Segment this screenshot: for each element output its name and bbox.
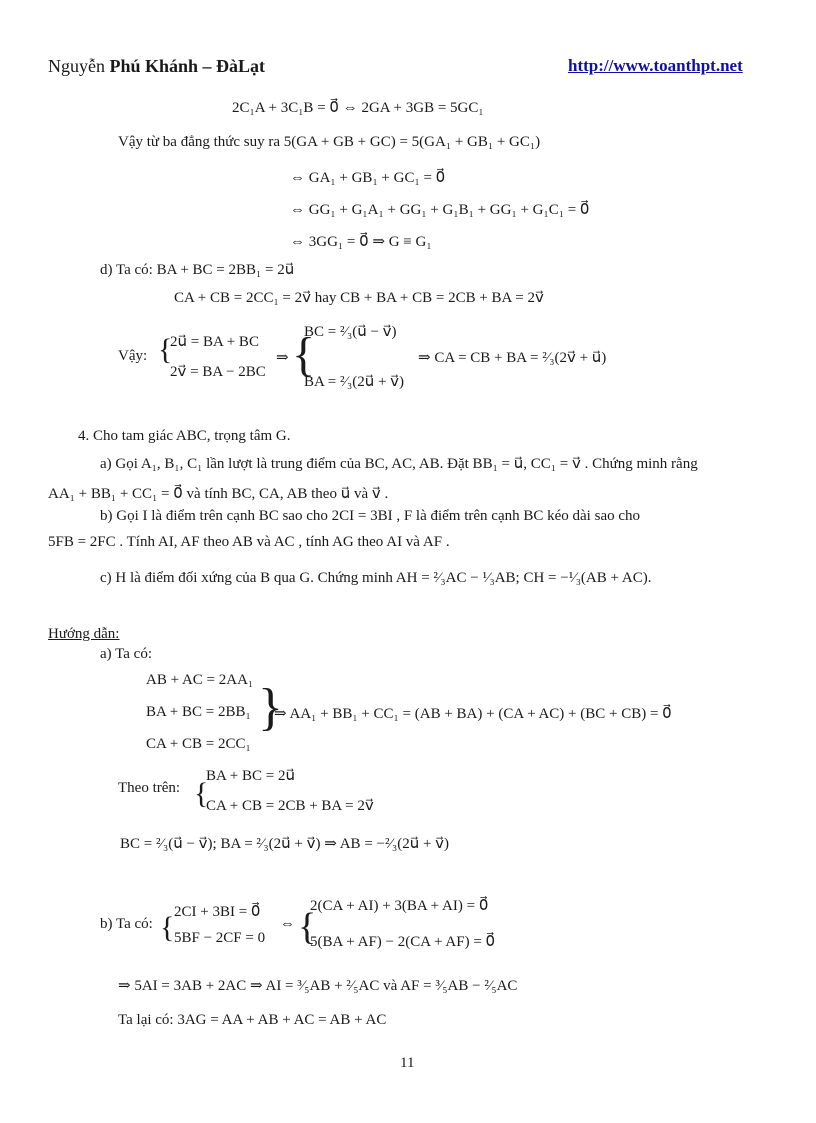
problem-4-heading: 4. Cho tam giác ABC, trọng tâm G. [78, 428, 291, 444]
system-row: 2u⃗ = BA + BC [170, 334, 259, 350]
page-number: 11 [400, 1055, 415, 1071]
guide-heading: Hướng dẫn: [48, 626, 120, 642]
left-brace: { [158, 333, 173, 366]
problem-text: 5FB = 2FC . Tính AI, AF theo AB và AC , tính AG theo AI và AF . [48, 534, 450, 550]
author-rest: Phú Khánh – ĐàLạt [105, 56, 266, 76]
problem-text: AA₁ + BB₁ + CC₁ = 0⃗ và tính BC, CA, AB theo u⃗ và v⃗ . [48, 486, 389, 502]
right-brace: } [258, 679, 283, 736]
equation-line: ⇔ GA₁ + GB₁ + GC₁ = 0⃗ [290, 170, 446, 186]
problem-text: a) Gọi A₁, B₁, C₁ lần lượt là trung điểm của BC, AC, AB. Đặt BB₁ = u⃗, CC₁ = v⃗ . Chứng minh rằng [100, 456, 698, 472]
system-row: 5BF − 2CF = 0 [174, 930, 266, 946]
equation-line: CA + CB = 2CC₁ = 2v⃗ hay CB + BA + CB = 2CB + BA = 2v⃗ [174, 290, 544, 306]
guide-part-label: b) Ta có: [100, 916, 153, 932]
equation-line: Vậy từ ba đẳng thức suy ra 5(GA + GB + GC) = 5(GA₁ + GB₁ + GC₁) [118, 134, 541, 150]
system-row: BC = ²⁄₃(u⃗ − v⃗) [304, 324, 397, 340]
guide-part-label: a) Ta có: [100, 646, 152, 662]
equation-line: ⇒ CA = CB + BA = ²⁄₃(2v⃗ + u⃗) [418, 350, 607, 366]
system-row: 5(BA + AF) − 2(CA + AF) = 0⃗ [310, 934, 496, 950]
equation-line: 2C₁A + 3C₁B = 0⃗ ⇔ 2GA + 3GB = 5GC₁ [232, 100, 484, 116]
left-brace: { [194, 777, 209, 810]
guide-part-label: Theo trên: [118, 780, 181, 796]
system-row: 2CI + 3BI = 0⃗ [174, 904, 261, 920]
system-row: BA + BC = 2u⃗ [206, 768, 295, 784]
equation-line: Ta lại có: 3AG = AA + AB + AC = AB + AC [118, 1012, 387, 1028]
website-link[interactable]: http://www.toanthpt.net [568, 56, 743, 75]
equation-line: ⇔ GG₁ + G₁A₁ + GG₁ + G₁B₁ + GG₁ + G₁C₁ = 0⃗ [290, 202, 590, 218]
implies-arrow: ⇒ [276, 350, 289, 366]
problem-text: c) H là điểm đối xứng của B qua G. Chứng minh AH = ²⁄₃AC − ¹⁄₃AB; CH = −¹⁄₃(AB + AC). [100, 570, 652, 586]
left-brace: { [298, 906, 317, 948]
system-row: 2(CA + AI) + 3(BA + AI) = 0⃗ [310, 898, 489, 914]
system-row: CA + CB = 2CB + BA = 2v⃗ [206, 798, 374, 814]
system-row: AB + AC = 2AA₁ [146, 672, 254, 688]
left-brace: { [292, 328, 316, 381]
equivalence-arrow: ⇔ [280, 916, 295, 932]
equation-line: ⇔ 3GG₁ = 0⃗ ⇒ G ≡ G₁ [290, 234, 432, 250]
system-row: BA = ²⁄₃(2u⃗ + v⃗) [304, 374, 405, 390]
system-row: CA + CB = 2CC₁ [146, 736, 251, 752]
equation-line: BC = ²⁄₃(u⃗ − v⃗); BA = ²⁄₃(2u⃗ + v⃗) ⇒ AB = −²⁄₃(2u⃗ + v⃗) [120, 836, 450, 852]
left-brace: { [160, 911, 175, 944]
system-row: 2v⃗ = BA − 2BC [170, 364, 266, 380]
author-first-name: Nguyễn [48, 56, 105, 76]
problem-text: b) Gọi I là điểm trên cạnh BC sao cho 2CI = 3BI , F là điểm trên cạnh BC kéo dài sao cho [100, 508, 641, 524]
equation-line: ⇒ 5AI = 3AB + 2AC ⇒ AI = ³⁄₅AB + ²⁄₅AC và AF = ³⁄₅AB − ²⁄₅AC [118, 978, 518, 994]
header-author [48, 56, 265, 77]
equation-line: d) Ta có: BA + BC = 2BB₁ = 2u⃗ [100, 262, 295, 278]
vay-label: Vậy: [118, 348, 148, 364]
system-row: BA + BC = 2BB₁ [146, 704, 251, 720]
equation-line: ⇒ AA₁ + BB₁ + CC₁ = (AB + BA) + (CA + AC) + (BC + CB) = 0⃗ [274, 706, 672, 722]
